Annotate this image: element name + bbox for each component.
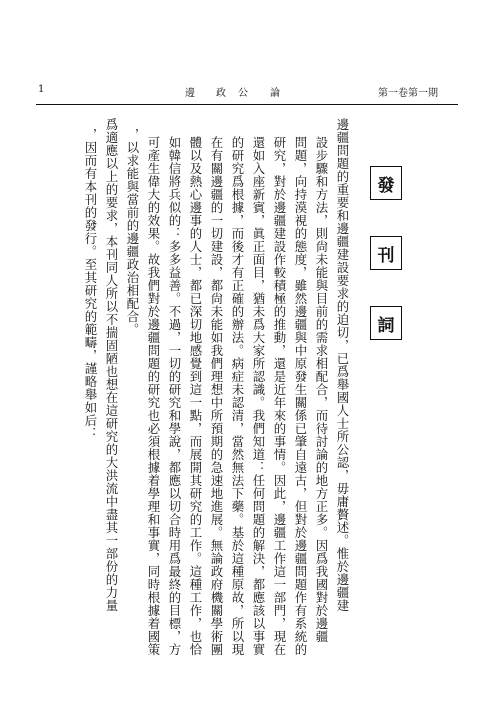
- text-column-4: 研究，對於邊疆建設作較積極的推動，還是近年來的事情。因此，邊疆工作這一部門，現在: [272, 136, 287, 656]
- page-number: 1: [38, 84, 46, 95]
- text-column-6: 的研究爲根據，而後才有正確的辦法。病症未認清，當然無法下藥。基於這種原故，所以現: [230, 136, 245, 656]
- title-char-ci: 詞: [370, 306, 402, 340]
- text-column-7: 在有關邊疆的一切建設，都尙未能如我們理想中所預期的急速地進展。無論政府機關學術團: [209, 136, 224, 656]
- text-column-11: ，以求能與當前的邊疆政治相配合。: [125, 128, 140, 336]
- text-column-5: 還如入座新賓，眞正面目，猶未爲大家所認識。我們知道：任何問題的解決，都應該以事實: [251, 136, 266, 656]
- header-rule: [36, 104, 458, 105]
- text-column-3: 問題，向持漠視的態度，雖然邊疆與中原發生關係已肇自遠古，但對於邊疆問題作有系統的: [293, 136, 308, 656]
- text-column-12: 爲適應以上的要求，本刊同人所以不揣固陋也想在這研究的大洪流中盡其一部份的力量: [104, 118, 119, 612]
- text-column-13: ，因而有本刊的發行。至其研究的範疇，謹略舉如后：: [83, 128, 98, 440]
- journal-title-char-1: 邊: [185, 88, 196, 99]
- journal-title-char-2: 政: [216, 88, 227, 99]
- text-column-1: 邊疆問題的重要和邊疆建設要求的迫切，已爲舉國人士所公認，毋庸贅述。惟於邊疆建: [335, 118, 350, 612]
- title-char-fa: 發: [370, 166, 402, 200]
- journal-title-char-3: 公: [238, 88, 249, 99]
- volume-issue: 第一卷第一期: [378, 88, 438, 99]
- text-column-10: 可產生偉大的效果。故我們對於邊疆問題的研究也必須根據着學理和事實，同時根據着國策: [146, 136, 161, 656]
- title-char-kan: 刊: [370, 236, 402, 270]
- text-column-9: 如韓信將兵似的：多多益善。不過，一切的研究和學說，都應以切合時用爲最終的目標，方: [167, 136, 182, 656]
- text-column-2: 設步驟和方法，則尙未能與目前的需求相配合，而待討論的地方正多。因爲我國對於邊疆: [314, 136, 329, 643]
- journal-title-char-4: 論: [270, 88, 281, 99]
- text-column-8: 體以及熱心邊事的人士，都已深切地感覺到這一點，而展開其研究的工作。這種工作，也恰: [188, 136, 203, 656]
